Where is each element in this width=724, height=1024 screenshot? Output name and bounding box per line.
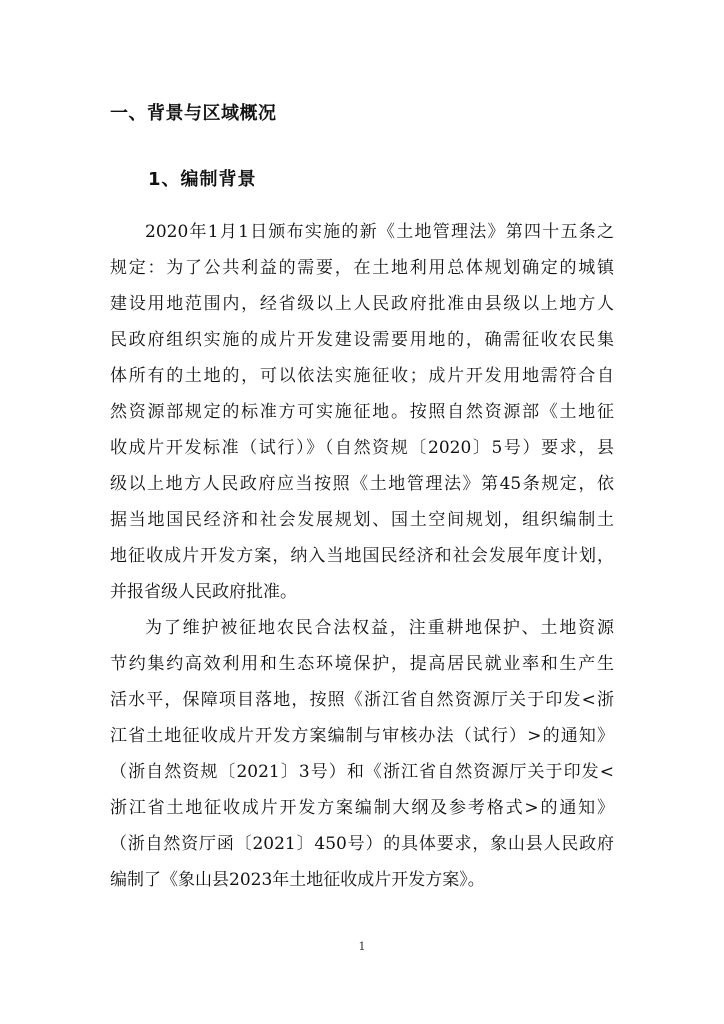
paragraph-line: 民政府组织实施的成片开发建设需要用地的，确需征收农民集 [110, 330, 614, 350]
paragraph-line: （浙自然资厅函〔2021〕450号）的具体要求，象山县人民政府 [110, 834, 614, 854]
paragraph-line: 节约集约高效利用和生态环境保护，提高居民就业率和生产生 [110, 654, 614, 674]
subsection-heading: 1、编制背景 [148, 169, 257, 190]
paragraph-line: （浙自然资规〔2021〕3号）和《浙江省自然资源厅关于印发< [110, 762, 614, 782]
paragraph-line: 体所有的土地的，可以依法实施征收；成片开发用地需符合自 [110, 366, 614, 386]
paragraph-line: 为了维护被征地农民合法权益，注重耕地保护、土地资源 [145, 618, 614, 638]
paragraph-line: 活水平，保障项目落地，按照《浙江省自然资源厅关于印发<浙 [110, 690, 614, 710]
page-number: 1 [358, 940, 366, 953]
paragraph-line: 规定：为了公共利益的需要，在土地利用总体规划确定的城镇 [110, 258, 614, 278]
paragraph-line: 据当地国民经济和社会发展规划、国土空间规划，组织编制土 [110, 510, 614, 530]
paragraph-line: 编制了《象山县2023年土地征收成片开发方案》。 [110, 870, 485, 890]
paragraph-line: 级以上地方人民政府应当按照《土地管理法》第45条规定，依 [110, 474, 614, 494]
paragraph-line: 并报省级人民政府批准。 [110, 582, 297, 602]
paragraph-line: 地征收成片开发方案，纳入当地国民经济和社会发展年度计划， [110, 546, 614, 566]
paragraph-line: 建设用地范围内，经省级以上人民政府批准由县级以上地方人 [110, 294, 614, 314]
section-heading: 一、背景与区域概况 [110, 103, 277, 124]
paragraph-line: 2020年1月1日颁布实施的新《土地管理法》第四十五条之 [145, 222, 614, 242]
paragraph-line: 浙江省土地征收成片开发方案编制大纲及参考格式>的通知》 [110, 798, 614, 818]
paragraph-line: 江省土地征收成片开发方案编制与审核办法（试行）>的通知》 [110, 726, 614, 746]
paragraph-line: 然资源部规定的标准方可实施征地。按照自然资源部《土地征 [110, 402, 614, 422]
paragraph-line: 收成片开发标准（试行）》（自然资规〔2020〕5号）要求，县 [110, 438, 614, 458]
